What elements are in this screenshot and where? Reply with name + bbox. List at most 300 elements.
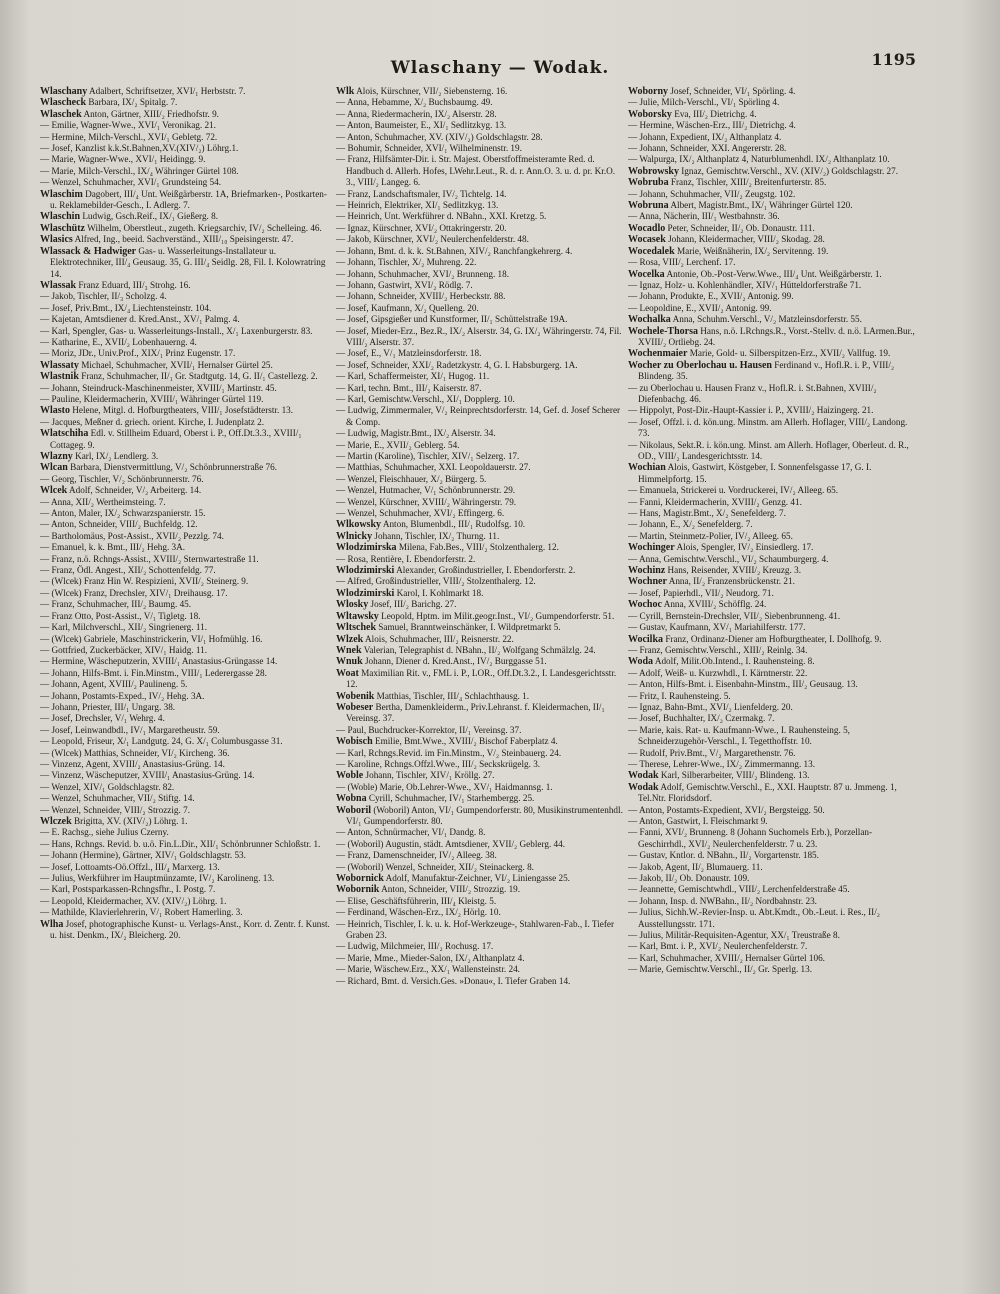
directory-entry bbox=[336, 691, 626, 702]
entry-details: Alois, Spengler, IV/₂ Einsiedlerg. 17. bbox=[676, 542, 814, 553]
directory-entry bbox=[628, 383, 918, 406]
entry-details: Eva, III/₂ Dietrichg. 4. bbox=[674, 108, 757, 119]
directory-entry bbox=[336, 371, 626, 382]
directory-entry bbox=[336, 143, 626, 154]
directory-entry bbox=[628, 759, 918, 770]
entry-details: — Julius, Militär-Requisiten-Agentur, XX/₁ Treustraße 8. bbox=[628, 930, 840, 941]
entry-surname: Wochinz bbox=[628, 565, 666, 577]
directory-entry bbox=[628, 770, 918, 781]
directory-entry bbox=[628, 326, 918, 349]
directory-entry bbox=[628, 554, 918, 565]
entry-details: Samuel, Branntweinschänker, I. Wildpretmarkt 5. bbox=[378, 622, 561, 633]
entry-surname: Wochinger bbox=[628, 542, 675, 554]
directory-entry bbox=[628, 656, 918, 667]
entry-details: Barbara, Dienstvermittlung, V/₂ Schönbrunnerstraße 76. bbox=[70, 462, 277, 473]
directory-entry bbox=[628, 86, 918, 97]
entry-details: — Jakob, II/₂ Ob. Donaustr. 109. bbox=[628, 873, 750, 884]
directory-entry bbox=[40, 86, 330, 97]
entry-surname: Wlastnik bbox=[40, 371, 79, 383]
entry-details: — Johann, Priester, III/₁ Ungarg. 38. bbox=[40, 701, 176, 712]
entry-details: — (Woboril) Wenzel, Schneider, XII/₂ Steinackerg. 8. bbox=[336, 861, 534, 872]
directory-entry bbox=[40, 519, 330, 530]
entry-surname: Wobornik bbox=[336, 884, 380, 896]
entry-details: — Marie, Wagner-Wwe., XVI/₁ Heidingg. 9. bbox=[40, 154, 206, 165]
entry-details: — Paul, Buchdrucker-Korrektor, II/₁ Vereinsg. 37. bbox=[336, 724, 522, 735]
entry-details: — Wenzel, Schuhmacher, XVI/₂ Effingerg. 6. bbox=[336, 508, 505, 519]
entry-details: Barbara, IX/₂ Spitalg. 7. bbox=[88, 97, 178, 108]
directory-column-middle bbox=[336, 86, 626, 987]
directory-entry bbox=[40, 508, 330, 519]
directory-entry bbox=[336, 827, 626, 838]
entry-details: — Martin, Steinmetz-Polier, IV/₂ Alleeg. 65. bbox=[628, 530, 793, 541]
entry-details: Johann, Tischler, IX/₂ Thurng. 11. bbox=[374, 530, 500, 541]
directory-entry bbox=[40, 748, 330, 759]
directory-entry bbox=[40, 428, 330, 451]
entry-details: — Hermine, Milch-Verschl., XVI/₁ Gebletg. 72. bbox=[40, 131, 218, 142]
directory-entry bbox=[40, 634, 330, 645]
entry-surname: Wochalka bbox=[628, 314, 671, 326]
directory-entry bbox=[628, 953, 918, 964]
directory-entry bbox=[628, 257, 918, 268]
directory-entry bbox=[628, 269, 918, 280]
directory-entry bbox=[40, 497, 330, 508]
entry-details: Marie, Weißnäherin, IX/₂ Servitenng. 19. bbox=[676, 245, 829, 256]
entry-details: Hans, n.ö. LRchngs.R., Vorst.-Stellv. d. n.ö. LArmen.Bur., XVIII/₂ Ortliebg. 24. bbox=[638, 325, 915, 347]
entry-surname: Wochoc bbox=[628, 599, 662, 611]
directory-entry bbox=[628, 782, 918, 805]
entry-surname: Wobrowsky bbox=[628, 165, 679, 177]
directory-entry bbox=[336, 405, 626, 428]
entry-surname: Wocadlo bbox=[628, 222, 666, 234]
directory-entry bbox=[628, 97, 918, 108]
directory-entry bbox=[336, 793, 626, 804]
directory-entry bbox=[628, 189, 918, 200]
directory-entry bbox=[336, 485, 626, 496]
entry-details: — Heinrich, Tischler, I. k. u. k. Hof-Werkzeuge-, Stahlwaren-Fab., I. Tiefer Graben 23. bbox=[336, 918, 615, 941]
directory-entry bbox=[336, 531, 626, 542]
entry-details: Alois, Schuhmacher, III/₂ Reisnerstr. 22. bbox=[365, 633, 514, 644]
directory-entry bbox=[336, 599, 626, 610]
entry-details: Anton, Blumenbdl., III/₁ Rudolfsg. 10. bbox=[382, 519, 526, 530]
entry-surname: Wlasics bbox=[40, 234, 73, 246]
entry-details: — Anton, Gastwirt, I. Fleischmarkt 9. bbox=[628, 816, 768, 826]
entry-details: — Ludwig, Milchmeier, III/₂ Rochusg. 17. bbox=[336, 941, 494, 952]
directory-entry bbox=[628, 440, 918, 463]
directory-entry bbox=[628, 360, 918, 383]
entry-surname: Wlasto bbox=[40, 405, 70, 417]
entry-surname: Wlatschiha bbox=[40, 428, 89, 440]
entry-details: — Josef, Mieder-Erz., Bez.R., IX/₂ Alserstr. 34, G. IX/₂ Währingerstr. 74, Fil. VIII/₂ Alserstr. 37. bbox=[336, 325, 622, 347]
entry-details: Anna, XVIII/₂ Schöfflg. 24. bbox=[663, 599, 767, 610]
directory-entry bbox=[40, 691, 330, 702]
directory-entry bbox=[628, 702, 918, 713]
entry-details: — (Wlcek) Franz, Drechsler, XIV/₁ Dreihausg. 17. bbox=[40, 587, 228, 598]
directory-entry bbox=[628, 748, 918, 759]
running-head: Wlaschany — Wodak. bbox=[390, 58, 610, 78]
directory-entry bbox=[40, 405, 330, 416]
entry-details: Milena, Fab.Bes., VIII/₂ Stolzenthalerg. 12. bbox=[398, 542, 559, 553]
entry-details: — Leopoldine, E., XVII/₂ Antonig. 99. bbox=[628, 302, 772, 313]
entry-details: — Franz, Damenschneider, IV/₂ Alleeg. 38. bbox=[336, 850, 497, 861]
entry-details: — Elise, Geschäftsführerin, III/₄ Kleistg. 5. bbox=[336, 895, 497, 906]
entry-surname: Wnuk bbox=[336, 656, 363, 668]
entry-details: — Matthias, Schuhmacher, XXI. Leopoldauerstr. 27. bbox=[336, 462, 531, 473]
entry-details: — Ignaz, Holz- u. Kohlenhändler, XIV/₁ Hütteldorferstraße 71. bbox=[628, 279, 862, 290]
directory-entry bbox=[628, 132, 918, 143]
entry-details: — Marie, Milch-Verschl., IX/₄ Währinger Gürtel 108. bbox=[40, 165, 239, 176]
directory-entry bbox=[336, 964, 626, 975]
entry-details: — Johann, Agent, XVIII/₂ Paulineng. 5. bbox=[40, 679, 188, 690]
entry-details: — Karl, Milchverschl., XII/₂ Singrienerg. 11. bbox=[40, 622, 208, 633]
directory-entry bbox=[336, 565, 626, 576]
entry-details: — Wenzel, Kürschner, XVIII/₂ Währingerstr. 79. bbox=[336, 496, 517, 507]
entry-details: — Anna, Hebamme, X/₂ Buchsbaumg. 49. bbox=[336, 97, 493, 108]
entry-details: — Josef, Offzl. i. d. kön.ung. Minstm. am Allerh. Hoflager, VIII/₂ Landong. 73. bbox=[628, 416, 908, 439]
entry-surname: Wlodzimirska bbox=[336, 542, 397, 554]
directory-entry bbox=[628, 223, 918, 234]
entry-surname: Wochner bbox=[628, 576, 667, 588]
directory-entry bbox=[628, 485, 918, 496]
entry-details: — Franz, Schuhmacher, III/₂ Baumg. 45. bbox=[40, 599, 192, 610]
entry-details: — Jakob, Tischler, II/₃ Scholzg. 4. bbox=[40, 291, 167, 302]
entry-surname: Wlnicky bbox=[336, 530, 373, 542]
entry-details: Cyrill, Schuhmacher, IV/₁ Starhembergg. 25. bbox=[368, 793, 535, 804]
directory-entry bbox=[628, 303, 918, 314]
entry-details: — Julie, Milch-Verschl., VI/₁ Spörling 4. bbox=[628, 97, 780, 108]
entry-details: — Therese, Lehrer-Wwe., IX/₂ Zimmermanng. 13. bbox=[628, 758, 816, 769]
directory-entry bbox=[40, 371, 330, 382]
directory-entry bbox=[336, 383, 626, 394]
directory-entry bbox=[628, 941, 918, 952]
entry-details: — Franz, Landschaftsmaler, IV/₂ Tichtelg. 14. bbox=[336, 188, 507, 199]
directory-entry bbox=[628, 531, 918, 542]
entry-details: Franz, Tischler, XIII/₂ Breitenfurterstr. 85. bbox=[670, 177, 827, 188]
entry-details: — (Wlcek) Matthias, Schneider, VI/₂ Kircheng. 36. bbox=[40, 747, 230, 758]
entry-details: Ludwig, Gsch.Reif., IX/₁ Gießerg. 8. bbox=[82, 211, 219, 222]
entry-details: — Marie, Gemischtw.Verschl., II/₂ Gr. Sperlg. 13. bbox=[628, 964, 813, 975]
entry-details: — Anton, Baumeister, E., XI/₁ Sedlitzkyg. 13. bbox=[336, 120, 507, 131]
entry-details: — Ludwig, Magistr.Bmt., IX/₂ Alserstr. 34. bbox=[336, 428, 496, 439]
entry-surname: Woborsky bbox=[628, 108, 672, 120]
directory-entry bbox=[40, 759, 330, 770]
entry-details: Karol, I. Kohlmarkt 18. bbox=[396, 587, 484, 598]
entry-details: Karl, Silberarbeiter, VIII/₂ Blindeng. 13. bbox=[660, 770, 810, 781]
directory-entry bbox=[628, 611, 918, 622]
directory-entry bbox=[628, 314, 918, 325]
entry-details: — Johann, Schuhmacher, XVI/₂ Brunneng. 18. bbox=[336, 268, 510, 279]
entry-details: — Franz, Hilfsämter-Dir. i. Str. Majest. Oberstfoffmeisteramte Red. d. Handbuch d. Allerh. Hofes, LWehr.Leut., R. d. r. Ann.O. 3. u. d. pr. Kr.O. 3., VIII/₂ Langeg. 6. bbox=[336, 154, 616, 188]
directory-entry bbox=[628, 850, 918, 861]
entry-details: — Emanuel, k. k. Bmt., III/₂ Hehg. 3A. bbox=[40, 542, 186, 553]
entry-details: Wilhelm, Oberstleut., zugeth. Kriegsarchiv, IV/₂ Schelleing. 46. bbox=[87, 222, 322, 233]
entry-details: — Martin (Karoline), Tischler, XIV/₁ Selzerg. 17. bbox=[336, 451, 520, 461]
entry-details: — Karl, Gemischtw.Verschl., XI/₁ Dopplerg. 10. bbox=[336, 393, 515, 404]
entry-surname: Wlascheck bbox=[40, 97, 87, 109]
entry-details: — Josef, Buchhalter, IX/₂ Czermakg. 7. bbox=[628, 713, 775, 724]
directory-entry bbox=[336, 542, 626, 553]
entry-details: — Karl, Bmt. i. P., XVI/₂ Neulerchenfelderstr. 7. bbox=[628, 941, 808, 952]
directory-entry bbox=[628, 565, 918, 576]
directory-entry bbox=[40, 793, 330, 804]
entry-surname: Woda bbox=[628, 656, 654, 668]
directory-entry bbox=[336, 839, 626, 850]
entry-surname: Wlaschin bbox=[40, 211, 81, 223]
entry-details: — Hippolyt, Post-Dir.-Haupt-Kassier i. P., XVIII/₂ Haizingerg. 21. bbox=[628, 405, 874, 416]
entry-details: — Johann, Schneider, XXI. Angererstr. 28. bbox=[628, 143, 787, 154]
entry-details: — Anton, Postamts-Expedient, XVI/₂ Bergsteigg. 50. bbox=[628, 804, 825, 815]
directory-entry bbox=[40, 884, 330, 895]
entry-details: — Marie, kais. Rat- u. Kaufmann-Wwe., I. Rauhensteing. 5, Schneiderzugehör-Verschl., I. Tegetthoffstr. 10. bbox=[628, 724, 850, 747]
entry-surname: Woborny bbox=[628, 86, 669, 97]
directory-entry bbox=[336, 576, 626, 587]
directory-entry bbox=[628, 109, 918, 120]
entry-details: (Woboril) Anton, VI/₁ Gumpendorferstr. 80, Musikinstrumentenhdl. VI/₁ Gumpendorferstr. 80. bbox=[346, 804, 623, 826]
directory-entry bbox=[40, 565, 330, 576]
entry-details: — (Woble) Marie, Ob.Lehrer-Wwe., XV/₁ Haidmannsg. 1. bbox=[336, 781, 553, 792]
directory-entry bbox=[336, 508, 626, 519]
directory-entry bbox=[40, 896, 330, 907]
entry-details: — Ludwig, Zimmermaler, V/₂ Reinprechtsdorferstr. 14, Gef. d. Josef Scherer & Comp. bbox=[336, 405, 621, 427]
directory-entry bbox=[336, 736, 626, 747]
directory-entry bbox=[336, 782, 626, 793]
entry-surname: Wltschek bbox=[336, 622, 376, 634]
entry-surname: Wlcan bbox=[40, 462, 68, 474]
entry-surname: Wlha bbox=[40, 918, 64, 930]
directory-entry bbox=[336, 223, 626, 234]
entry-details: — Wenzel, Schneider, VIII/₂ Strozzig. 7. bbox=[40, 804, 190, 815]
directory-entry bbox=[336, 462, 626, 473]
directory-entry bbox=[40, 576, 330, 587]
directory-entry bbox=[40, 132, 330, 143]
directory-entry bbox=[336, 291, 626, 302]
directory-entry bbox=[336, 97, 626, 108]
entry-details: — Johann, E., X/₂ Senefelderg. 7. bbox=[628, 519, 753, 530]
directory-entry bbox=[628, 166, 918, 177]
directory-entry bbox=[336, 873, 626, 884]
directory-entry bbox=[628, 417, 918, 440]
entry-details: — Katharine, E., XVII/₂ Lobenhauerng. 4. bbox=[40, 336, 197, 347]
directory-entry bbox=[336, 645, 626, 656]
entry-details: — Hans, Magistr.Bmt., X/₂ Senefelderg. 7. bbox=[628, 508, 786, 519]
directory-entry bbox=[336, 634, 626, 645]
directory-entry bbox=[628, 645, 918, 656]
entry-details: — Marie, Mme., Mieder-Salon, IX/₂ Althanplatz 4. bbox=[336, 952, 525, 963]
entry-surname: Wlosky bbox=[336, 599, 369, 611]
directory-entry bbox=[628, 497, 918, 508]
entry-details: — zu Oberlochau u. Hausen Franz v., Hofl.R. i. St.Bahnen, XVIII/₂ Diefenbachg. 46. bbox=[628, 382, 877, 404]
directory-entry bbox=[628, 884, 918, 895]
entry-surname: Wlaschütz bbox=[40, 222, 85, 234]
directory-entry bbox=[40, 383, 330, 394]
entry-details: — Johann, Bmt. d. k. k. St.Bahnen, XIV/₂ Ranchfangkehrerg. 4. bbox=[336, 245, 573, 256]
entry-details: — Hermine, Wäschen-Erz., III/₂ Dietrichg. 4. bbox=[628, 120, 796, 131]
directory-entry bbox=[336, 884, 626, 895]
entry-details: — Karl, Schuhmacher, XVIII/₂ Hernalser Gürtel 106. bbox=[628, 952, 825, 963]
entry-details: — Franz, Ödl. Angest., XII/₂ Schottenfeldg. 77. bbox=[40, 565, 216, 576]
entry-surname: Wodak bbox=[628, 770, 659, 782]
page-number: 1195 bbox=[871, 50, 916, 69]
directory-entry bbox=[40, 177, 330, 188]
entry-surname: Woboril bbox=[336, 804, 372, 816]
directory-entry bbox=[336, 440, 626, 451]
entry-details: — Jakob, Kürschner, XVI/₂ Neulerchenfelderstr. 48. bbox=[336, 234, 529, 245]
entry-details: Brigitta, XV. (XIV/₂) Löhrg. 1. bbox=[73, 816, 188, 826]
directory-entry bbox=[628, 405, 918, 416]
entry-details: — Gustav, Kaufmann, XV/₁ Mariahilferstr. 177. bbox=[628, 622, 806, 633]
directory-entry bbox=[628, 622, 918, 633]
entry-details: Adolf, Schneider, V/₂ Arbeiterg. 14. bbox=[69, 485, 202, 496]
directory-entry bbox=[40, 154, 330, 165]
directory-entry bbox=[628, 154, 918, 165]
entry-details: — Richard, Bmt. d. Versich.Ges. »Donau«, I. Tiefer Graben 14. bbox=[336, 975, 571, 986]
directory-entry bbox=[336, 850, 626, 861]
entry-details: Marie, Gold- u. Silberspitzen-Erz., XVII/₂ Vallfug. 19. bbox=[689, 348, 891, 359]
entry-details: — Johann, Postamts-Exped., IV/₂ Hehg. 3A. bbox=[40, 690, 205, 701]
directory-entry bbox=[336, 588, 626, 599]
directory-entry bbox=[628, 964, 918, 975]
directory-entry bbox=[336, 348, 626, 359]
directory-entry bbox=[40, 462, 330, 473]
entry-details: — Emanuela, Strickerei u. Vordruckerei, IV/₂ Alleeg. 65. bbox=[628, 485, 839, 496]
entry-surname: Woble bbox=[336, 770, 364, 782]
entry-surname: Wlassack & Hadwiger bbox=[40, 245, 137, 257]
entry-details: — Marie, Wäschew.Erz., XX/₁ Wallensteinstr. 24. bbox=[336, 964, 520, 975]
directory-entry bbox=[628, 827, 918, 850]
entry-details: — Johann, Schuhmacher, VII/₂ Zeugstg. 102. bbox=[628, 188, 796, 199]
entry-details: Anton, Gärtner, XIII/₂ Friedhofstr. 9. bbox=[83, 108, 219, 119]
entry-surname: Wochele-Thorsa bbox=[628, 325, 698, 337]
entry-details: — E. Rachsg., siehe Julius Czerny. bbox=[40, 827, 169, 838]
directory-entry bbox=[40, 645, 330, 656]
directory-entry bbox=[336, 554, 626, 565]
entry-details: Adolf, Milit.Ob.Intend., I. Rauhensteing. 8. bbox=[654, 656, 815, 667]
directory-entry bbox=[40, 554, 330, 565]
directory-entry bbox=[40, 474, 330, 485]
entry-details: — Mathilde, Klavierlehrerin, V/₁ Robert Hamerling. 3. bbox=[40, 907, 243, 918]
entry-details: Josef, III/₂ Barichg. 27. bbox=[370, 599, 457, 610]
entry-surname: Wlk bbox=[336, 86, 355, 97]
directory-entry bbox=[40, 291, 330, 302]
entry-details: Franz, Schuhmacher, II/₁ Gr. Stadtgutg. 14, G. II/₁ Castellezg. 2. bbox=[81, 371, 318, 382]
entry-details: — Rudolf, Priv.Bmt., V/₂ Margarethenstr. 76. bbox=[628, 747, 796, 758]
entry-details: — Leopold, Friseur, X/₁ Landgutg. 24, G. X/₁ Columbusgasse 31. bbox=[40, 736, 283, 747]
entry-details: Franz, Ordinanz-Diener am Hofburgtheater, I. Dollhofg. 9. bbox=[665, 633, 882, 644]
directory-entry bbox=[336, 805, 626, 828]
entry-details: — Ferdinand, Wäschen-Erz., IX/₂ Hörlg. 10. bbox=[336, 907, 501, 918]
directory-entry bbox=[40, 599, 330, 610]
directory-entry bbox=[336, 725, 626, 736]
directory-entry bbox=[40, 542, 330, 553]
directory-entry bbox=[40, 611, 330, 622]
directory-entry bbox=[336, 668, 626, 691]
entry-details: — Wenzel, XIV/₁ Goldschlagstr. 82. bbox=[40, 781, 175, 792]
entry-surname: Wnek bbox=[336, 644, 362, 656]
directory-entry bbox=[336, 519, 626, 530]
entry-details: — Julius, Werkführer im Hauptmünzamte, IV/₂ Karolineng. 13. bbox=[40, 873, 275, 884]
entry-details: — Wenzel, Schuhmacher, VII/₂ Stiftg. 14. bbox=[40, 793, 195, 804]
entry-details: — Bohumir, Schneider, XVI/₁ Wilhelminenstr. 19. bbox=[336, 143, 522, 154]
entry-details: — Anton, Schuhmacher, XV. (XIV/₂) Goldschlagstr. 28. bbox=[336, 131, 543, 142]
entry-details: — Fritz, I. Rauhensteing. 5. bbox=[628, 690, 731, 701]
entry-details: — Adolf, Weiß- u. Kurzwhdl., I. Kärntnerstr. 22. bbox=[628, 667, 808, 678]
entry-surname: Wlaschim bbox=[40, 188, 83, 200]
entry-details: — Georg, Tischler, V/₂ Schönbrunnerstr. 76. bbox=[40, 473, 204, 484]
directory-entry bbox=[628, 805, 918, 816]
directory-entry bbox=[40, 770, 330, 781]
entry-surname: Wochenmaier bbox=[628, 348, 688, 360]
entry-details: — (Woboril) Augustin, städt. Amtsdiener, XVII/₂ Geblerg. 44. bbox=[336, 838, 566, 849]
directory-entry bbox=[336, 702, 626, 725]
directory-entry bbox=[628, 668, 918, 679]
entry-surname: Wlassaty bbox=[40, 359, 79, 371]
directory-entry bbox=[336, 314, 626, 325]
directory-entry bbox=[40, 120, 330, 131]
directory-entry bbox=[40, 805, 330, 816]
directory-entry bbox=[336, 86, 626, 97]
entry-details: Michael, Schuhmacher, XVII/₁ Hernalser Gürtel 25. bbox=[81, 359, 273, 370]
directory-entry bbox=[628, 599, 918, 610]
entry-details: — Josef, Papierhdl., VII/₂ Neudorg. 71. bbox=[628, 587, 774, 598]
entry-surname: Wobornick bbox=[336, 873, 384, 885]
directory-entry bbox=[336, 622, 626, 633]
directory-entry bbox=[628, 691, 918, 702]
entry-details: Johann, Tischler, XIV/₁ Kröllg. 27. bbox=[365, 770, 495, 781]
directory-entry bbox=[40, 166, 330, 177]
entry-details: — Hans, Rchngs. Revid. b. u.ö. Fin.L.Dir., XII/₁ Schönbrunner Schloßstr. 1. bbox=[40, 838, 321, 849]
entry-details: Emilie, Bmt.Wwe., XVIII/₂ Bischof Faberplatz 4. bbox=[374, 736, 558, 747]
entry-details: — Josef, Lottoamts-Oö.Offzl., III/₄ Marxerg. 13. bbox=[40, 861, 220, 872]
entry-details: — Vinzenz, Wäscheputzer, XVIII/₁ Anastasius-Grüng. 14. bbox=[40, 770, 255, 781]
directory-entry bbox=[40, 303, 330, 314]
directory-entry bbox=[40, 588, 330, 599]
entry-details: — Alfred, Großindustrieller, VIII/₂ Stolzenthalerg. 12. bbox=[336, 576, 536, 587]
directory-entry bbox=[628, 462, 918, 485]
directory-entry bbox=[40, 394, 330, 405]
entry-details: — Karl, Schaffermeister, XI/₁ Hugog. 11. bbox=[336, 371, 490, 382]
directory-entry bbox=[628, 177, 918, 188]
entry-details: — Johann, Tischler, X/₂ Muhreng. 22. bbox=[336, 257, 477, 268]
directory-entry bbox=[628, 519, 918, 530]
directory-entry bbox=[40, 211, 330, 222]
entry-details: — Cyrill, Bernstein-Drechsler, VII/₂ Siebenbrunneng. 41. bbox=[628, 610, 841, 621]
entry-details: Anna, II/₂ Franzensbrückenstr. 21. bbox=[668, 576, 795, 587]
directory-entry bbox=[336, 976, 626, 987]
entry-surname: Wobeser bbox=[336, 701, 374, 713]
entry-details: — Josef, E., V/₁ Matzleinsdorferstr. 18. bbox=[336, 348, 482, 359]
entry-details: — Jacques, Meßner d. griech. orient. Kirche, I. Judenplatz 2. bbox=[40, 416, 264, 427]
directory-entry bbox=[40, 97, 330, 108]
directory-entry bbox=[628, 234, 918, 245]
entry-details: Alexander, Großindustrieller, I. Ebendorferstr. 2. bbox=[396, 565, 576, 576]
entry-details: — Johann, Produkte, E., XVII/₂ Antonig. 99. bbox=[628, 291, 794, 302]
directory-entry bbox=[336, 120, 626, 131]
entry-details: — Anton, Hilfs-Bmt. i. Eisenbahn-Minstm., III/₂ Geusaug. 13. bbox=[628, 679, 858, 690]
directory-entry bbox=[628, 280, 918, 291]
directory-entry bbox=[40, 679, 330, 690]
entry-details: — Anna, XII/₂ Wertheimsteing. 7. bbox=[40, 496, 166, 507]
entry-surname: Wobna bbox=[336, 793, 367, 805]
directory-entry bbox=[336, 907, 626, 918]
directory-entry bbox=[336, 234, 626, 245]
directory-entry bbox=[336, 189, 626, 200]
entry-details: — Josef, Kaufmann, X/₂ Quelleng. 20. bbox=[336, 302, 479, 313]
directory-entry bbox=[628, 508, 918, 519]
directory-entry bbox=[40, 337, 330, 348]
directory-column-right bbox=[628, 86, 918, 976]
directory-entry bbox=[628, 725, 918, 748]
directory-entry bbox=[336, 953, 626, 964]
entry-details: Franz Eduard, III/₃ Strohg. 16. bbox=[78, 279, 191, 290]
